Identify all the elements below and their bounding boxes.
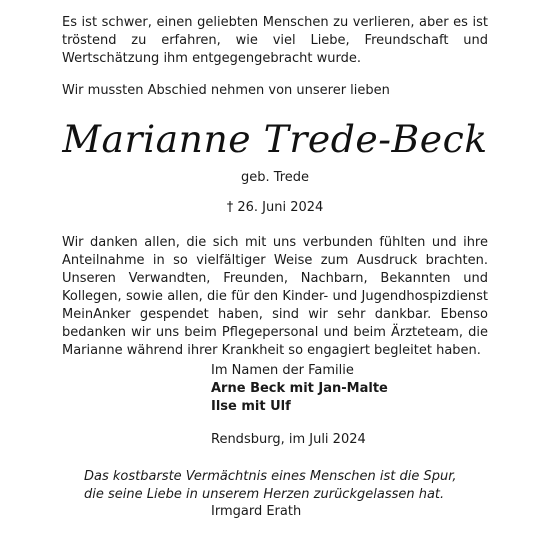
intro-text: Es ist schwer, einen geliebten Menschen zu verlieren, aber es ist tröstend zu erfahren, wie viel Liebe, Freundschaft und Wertschätzung ihm entgegengebracht wurde.	[62, 15, 488, 66]
signature-family-1: Arne Beck mit Jan-Malte	[211, 381, 388, 396]
date-of-death: † 26. Juni 2024	[226, 200, 324, 215]
signature-family-2: Ilse mit Ulf	[211, 399, 291, 414]
birth-name: geb. Trede	[240, 170, 310, 185]
deceased-name: Marianne Trede-Beck	[62, 118, 488, 161]
quote-author: Irmgard Erath	[211, 504, 302, 519]
quote	[84, 468, 510, 504]
place-date: Rendsburg, im Juli 2024	[211, 432, 366, 447]
signature-intro: Im Namen der Familie	[211, 363, 354, 378]
thanks-text: Wir danken allen, die sich mit uns verbunden fühlten und ihre Anteilnahme in so vielfältiger Weise zum Ausdruck brachten. Unseren Verwandten, Freunden, Nachbarn, Bekannten und Kollegen, sowie allen, die für den Kinder- und Jugendhospizdienst MeinAnker gespendet haben, sind wir sehr dankbar. Ebenso bedanken wir uns beim Pflegepersonal und beim Ärzteteam, die Marianne während ihrer Krankheit so engagiert begleitet haben.	[62, 235, 488, 358]
quote-line-2: die seine Liebe in unserem Herzen zurückgelassen hat.	[84, 487, 445, 502]
quote-line-1: Das kostbarste Vermächtnis eines Menschen ist die Spur,	[84, 469, 457, 484]
lead-text: Wir mussten Abschied nehmen von unserer lieben	[62, 83, 390, 98]
